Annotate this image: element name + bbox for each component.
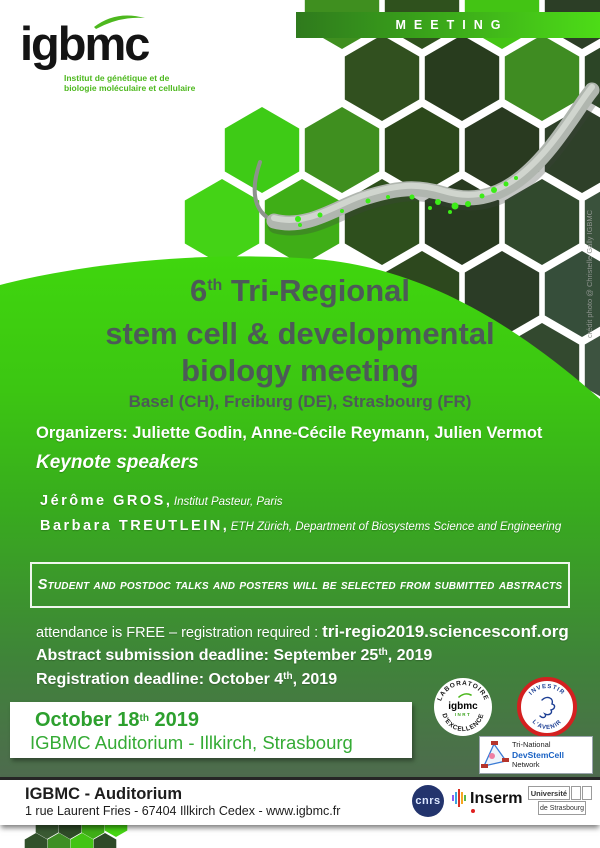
registration-url[interactable]: tri-regio2019.sciencesconf.org: [322, 622, 569, 641]
igbmc-logo-word: igbmc: [20, 17, 149, 70]
abstract-deadline: Abstract submission deadline: September 25th, 2019: [36, 647, 433, 664]
footer-bar: [0, 777, 600, 825]
organizers-line: Organizers: Juliette Godin, Anne-Cécile Reymann, Julien Vermot: [36, 424, 543, 442]
svg-text:igbmc: igbmc: [448, 701, 478, 712]
speaker-name: Barbara TREUTLEIN: [40, 518, 223, 534]
igbmc-swoosh-icon: [90, 9, 150, 31]
igbmc-logo: [20, 12, 200, 107]
abstracts-banner-text: Student and postdoc talks and posters will be selected from submitted abstracts: [37, 577, 563, 593]
title-line-2: stem cell & developmental: [105, 316, 495, 351]
network-triangle-icon: [480, 740, 510, 770]
svg-text:D'EXCELLENCE: D'EXCELLENCE: [440, 712, 486, 734]
igbmc-logo-subtitle: Institut de génétique et de biologie moléculaire et cellulaire: [64, 73, 196, 93]
event-venue: IGBMC Auditorium - Illkirch, Strasbourg: [30, 732, 353, 753]
hexagon: [305, 107, 379, 193]
footer-address: 1 rue Laurent Fries - 67404 Illkirch Cedex - www.igbmc.fr: [25, 804, 341, 818]
hexagon: [345, 35, 419, 121]
hexagon: [425, 35, 499, 121]
photo-credit: crédit photo @ Christelle Gally IGBMC: [585, 209, 594, 338]
event-date: October 18th 2019: [35, 709, 199, 731]
registration-line: attendance is FREE – registration required : tri-regio2019.sciencesconf.org: [36, 622, 569, 641]
page-title: [0, 272, 600, 412]
investir-avenir-logo: [516, 676, 578, 738]
event-date-box: [10, 702, 412, 758]
inserm-bars-icon: [452, 788, 466, 808]
hexagon: [385, 107, 459, 193]
devstemcell-text: Tri-National DevStemCell Network: [512, 740, 564, 769]
hexagon: [505, 35, 579, 121]
hexagon: [225, 107, 299, 193]
cnrs-logo: cnrs: [412, 785, 444, 817]
inserm-wordmark: Inserm: [470, 790, 522, 808]
speaker-row: Barbara TREUTLEIN, ETH Zürich, Department of Biosystems Science and Engineering: [40, 518, 562, 534]
labex-logo: [433, 677, 493, 737]
devstemcell-logo: [479, 736, 593, 774]
svg-text:LABORATOIRE: LABORATOIRE: [436, 679, 490, 703]
speaker-affiliation: Institut Pasteur, Paris: [173, 496, 283, 508]
registration-deadline: Registration deadline: October 4th, 2019: [36, 671, 338, 688]
svg-text:INRT: INRT: [454, 712, 472, 717]
title-line-1: 6th Tri-Regional: [189, 273, 411, 308]
svg-text:INVESTIR: INVESTIR: [528, 683, 566, 697]
speaker-affiliation: ETH Zürich, Department of Biosystems Science and Engineering: [230, 521, 562, 533]
speaker-name: Jérôme GROS: [40, 493, 166, 509]
title-cities: Basel (CH), Freiburg (DE), Strasbourg (FR): [128, 392, 472, 411]
abstracts-banner: [30, 562, 570, 608]
footer-venue-title: IGBMC - Auditorium: [25, 785, 183, 803]
inserm-logo: [452, 788, 522, 808]
unistra-logo: Université de Strasbourg: [528, 786, 592, 815]
meeting-banner-label: MEETING: [395, 18, 509, 32]
inserm-dot: [471, 809, 475, 813]
title-line-3: biology meeting: [181, 353, 419, 388]
speaker-row: Jérôme GROS, Institut Pasteur, Paris: [40, 493, 283, 509]
keynote-heading: Keynote speakers: [36, 452, 199, 473]
meeting-banner: [296, 12, 600, 38]
svg-text:L'AVENIR: L'AVENIR: [530, 719, 564, 732]
